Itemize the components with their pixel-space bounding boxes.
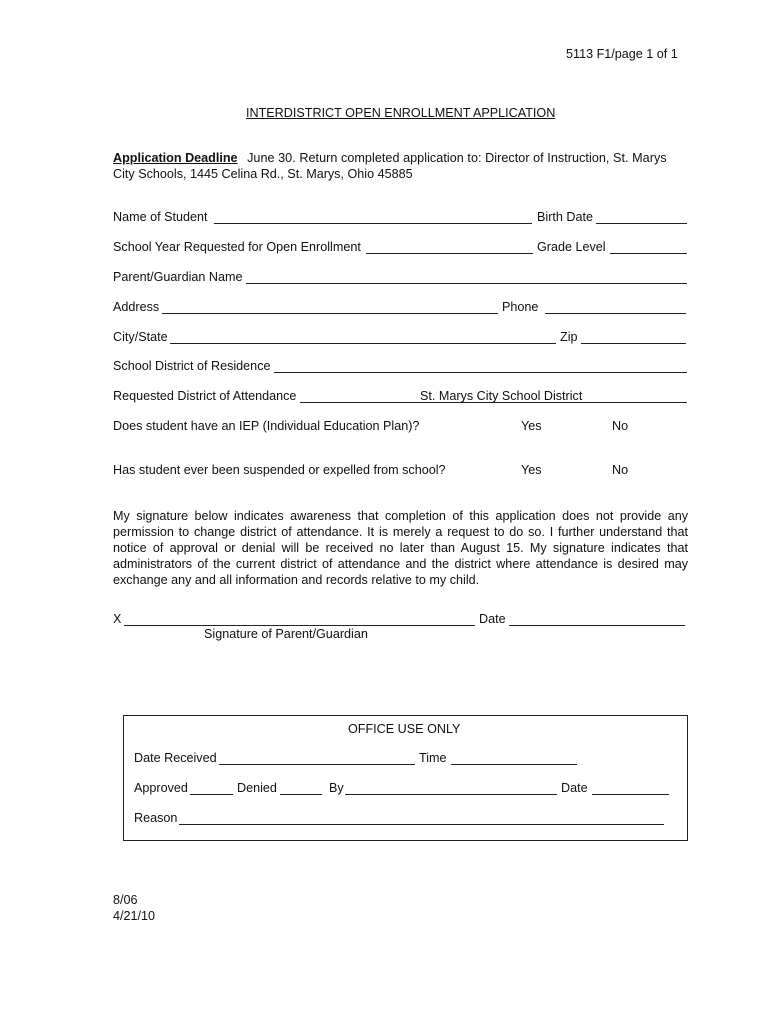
time-field[interactable] xyxy=(451,764,577,765)
district-residence-label: School District of Residence xyxy=(113,359,271,373)
awareness-statement: My signature below indicates awareness that completion of this application does not provide any permission to change district of attendance. It is merely a request to do so. I further understand that notice of approval or denial will be received no later than August 15. My signature indicates that administrators of the current district of attendance and the district where attendance is desired may exchange any and all information and records relative to my child. xyxy=(113,509,688,587)
district-residence-field[interactable] xyxy=(274,372,687,373)
birth-date-field[interactable] xyxy=(596,223,687,224)
by-label: By xyxy=(329,781,344,795)
time-label: Time xyxy=(419,751,447,765)
address-label: Address xyxy=(113,300,160,314)
iep-question: Does student have an IEP (Individual Education Plan)? xyxy=(113,419,420,433)
deadline-line-2: City Schools, 1445 Celina Rd., St. Marys, Ohio 45885 xyxy=(113,167,413,181)
suspended-question: Has student ever been suspended or expelled from school? xyxy=(113,463,446,477)
iep-yes-option[interactable]: Yes xyxy=(521,419,542,433)
revision-date-1: 8/06 xyxy=(113,893,138,907)
city-state-field[interactable] xyxy=(170,343,556,344)
zip-label: Zip xyxy=(560,330,578,344)
school-year-label: School Year Requested for Open Enrollment xyxy=(113,240,361,254)
parent-name-label: Parent/Guardian Name xyxy=(113,270,243,284)
parent-name-field[interactable] xyxy=(246,283,687,284)
iep-no-option[interactable]: No xyxy=(612,419,629,433)
signature-field[interactable] xyxy=(124,625,475,626)
phone-label: Phone xyxy=(502,300,539,314)
page-reference: 5113 F1/page 1 of 1 xyxy=(566,47,678,61)
denied-label: Denied xyxy=(237,781,277,795)
address-field[interactable] xyxy=(162,313,498,314)
signature-date-label: Date xyxy=(479,612,506,626)
date-received-label: Date Received xyxy=(134,751,217,765)
student-name-label: Name of Student xyxy=(113,210,208,224)
deadline-label: Application Deadline xyxy=(113,151,238,165)
date-received-field[interactable] xyxy=(219,764,415,765)
deadline-line-1 xyxy=(113,151,667,166)
grade-level-field[interactable] xyxy=(610,253,687,254)
school-year-field[interactable] xyxy=(366,253,533,254)
revision-date-2: 4/21/10 xyxy=(113,909,156,923)
reason-field[interactable] xyxy=(179,824,664,825)
student-name-field[interactable] xyxy=(214,223,532,224)
office-date-label: Date xyxy=(561,781,588,795)
phone-field[interactable] xyxy=(545,313,686,314)
district-attendance-label: Requested District of Attendance xyxy=(113,389,297,403)
approved-label: Approved xyxy=(134,781,188,795)
suspended-no-option[interactable]: No xyxy=(612,463,629,477)
city-state-label: City/State xyxy=(113,330,168,344)
signature-caption: Signature of Parent/Guardian xyxy=(204,627,368,641)
office-date-field[interactable] xyxy=(592,794,669,795)
deadline-text: June 30. Return completed application to: Director of Instruction, St. Marys xyxy=(247,151,667,165)
signature-x-mark: X xyxy=(113,612,122,626)
office-use-title: OFFICE USE ONLY xyxy=(348,722,461,736)
birth-date-label: Birth Date xyxy=(537,210,593,224)
by-field[interactable] xyxy=(345,794,557,795)
approved-field[interactable] xyxy=(190,794,233,795)
suspended-yes-option[interactable]: Yes xyxy=(521,463,542,477)
signature-date-field[interactable] xyxy=(509,625,685,626)
zip-field[interactable] xyxy=(581,343,686,344)
district-attendance-value: St. Marys City School District xyxy=(420,389,583,403)
denied-field[interactable] xyxy=(280,794,322,795)
grade-level-label: Grade Level xyxy=(537,240,606,254)
form-title: INTERDISTRICT OPEN ENROLLMENT APPLICATION xyxy=(246,106,556,120)
reason-label: Reason xyxy=(134,811,178,825)
